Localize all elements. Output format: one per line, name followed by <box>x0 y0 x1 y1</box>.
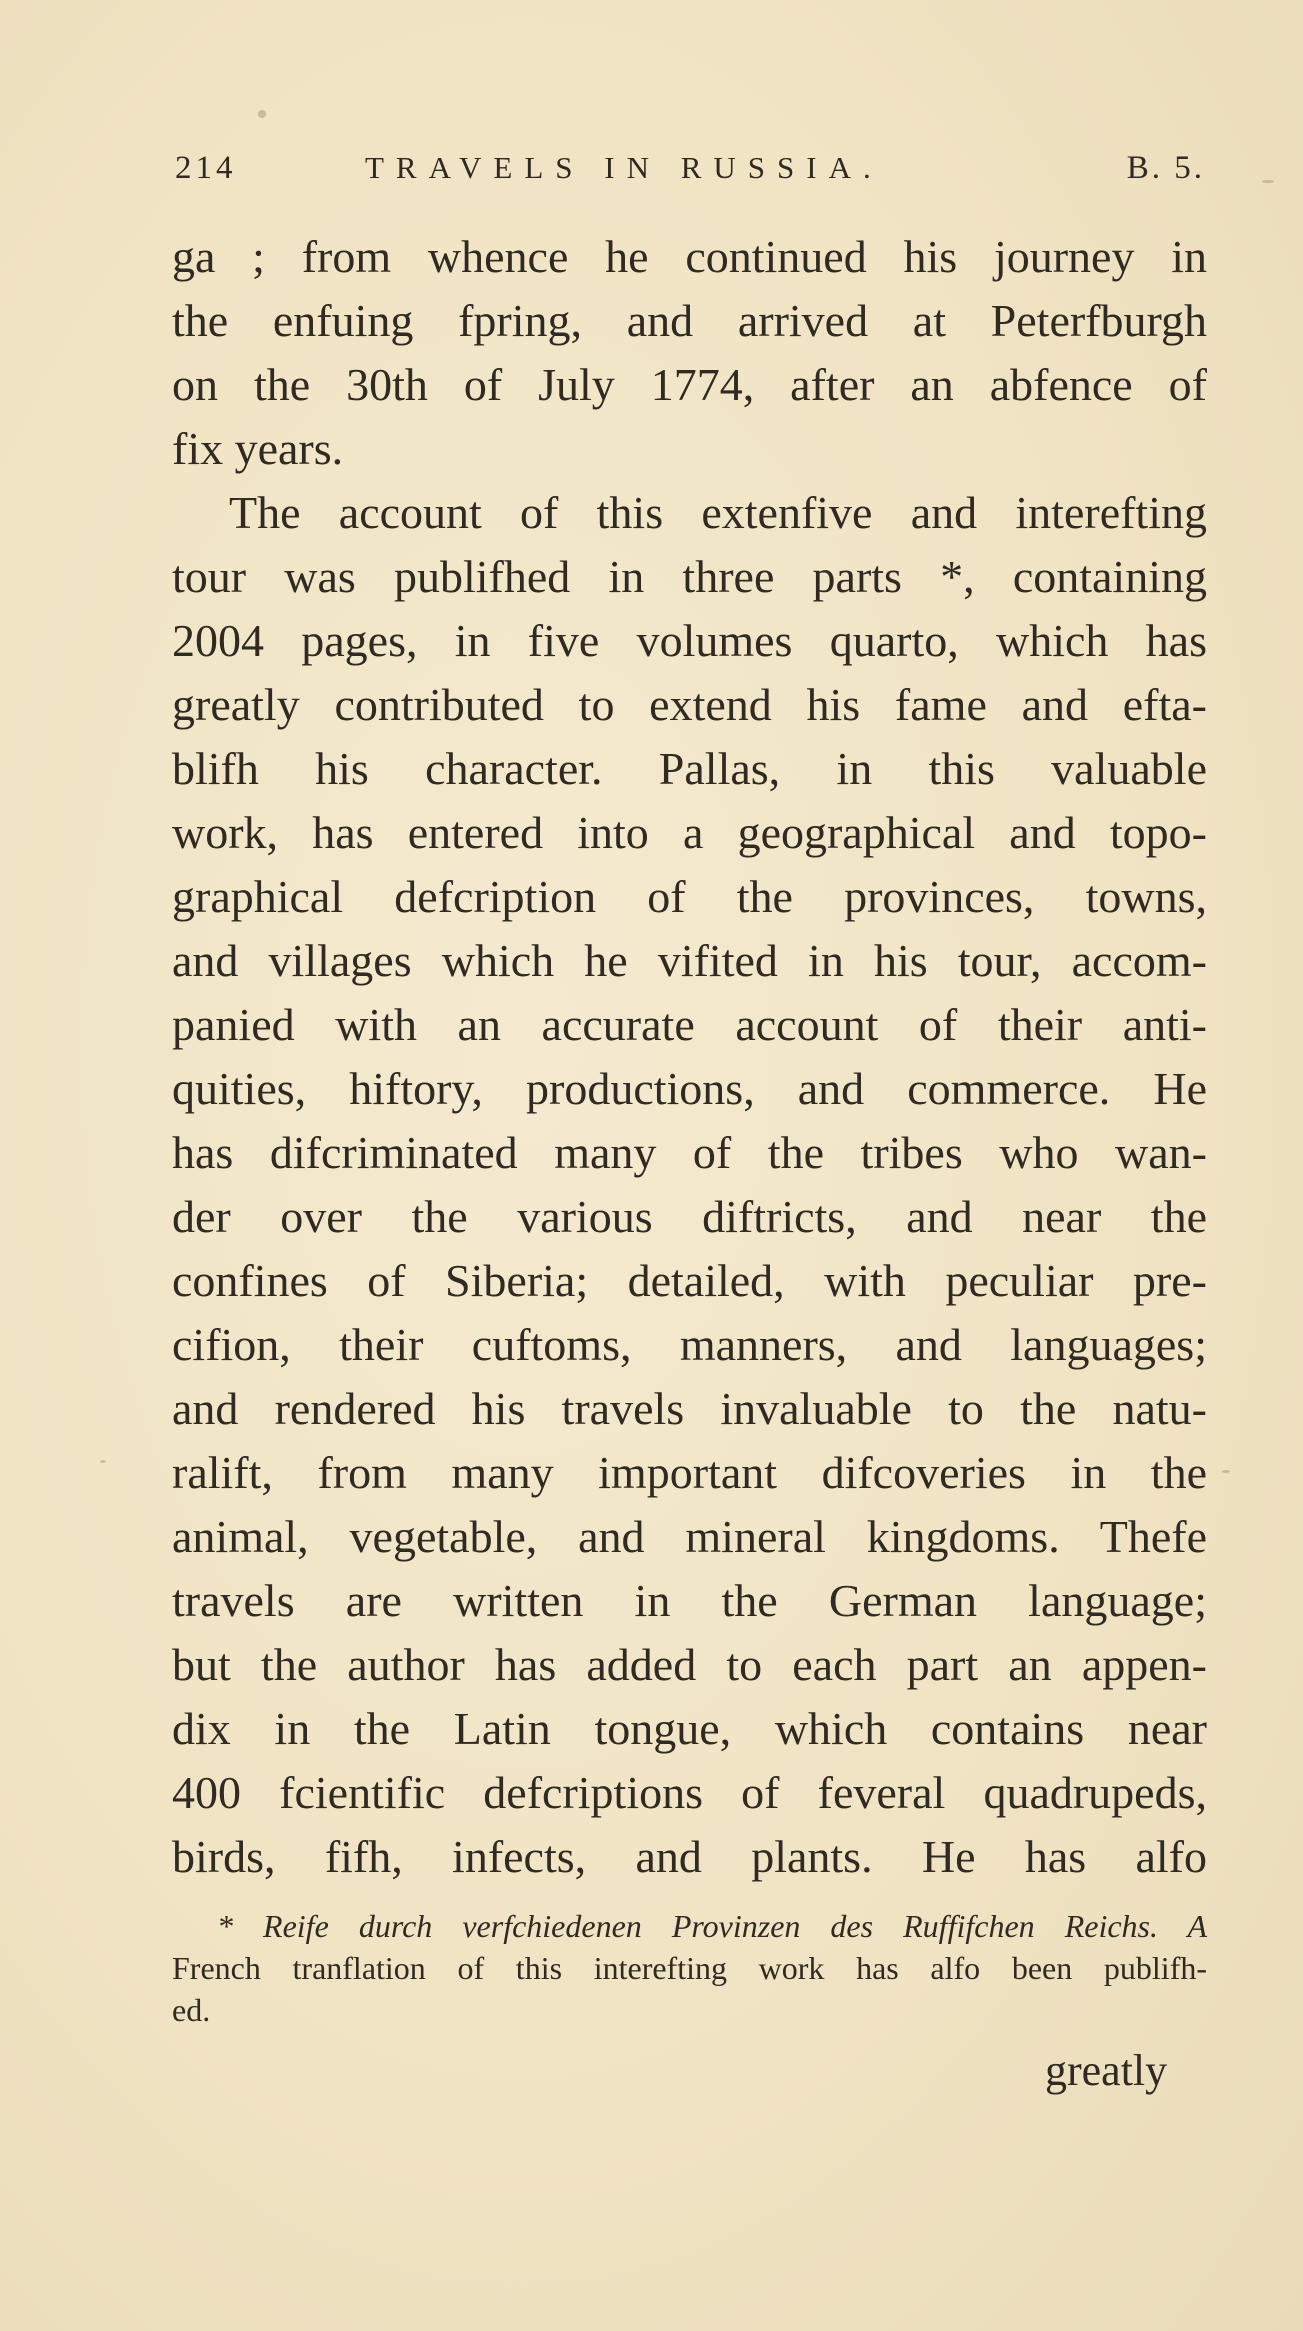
text-line: work, has entered into a geographical and topo- <box>172 807 1207 858</box>
text-line: dix in the Latin tongue, which contains near <box>172 1703 1207 1754</box>
text-line: ralift, from many important difcoveries in the <box>172 1447 1207 1498</box>
ink-speck <box>1222 1470 1230 1473</box>
text-line: tour was publifhed in three parts *, containing <box>172 551 1207 602</box>
text-line: 400 fcientific defcriptions of feveral quadrupeds, <box>172 1767 1207 1818</box>
text-line: fix years. <box>172 423 344 474</box>
footnote-line: French tranflation of this interefting work has alfo been publifh- <box>172 1950 1207 1986</box>
text-line: graphical defcription of the provinces, towns, <box>172 871 1207 922</box>
text-line: but the author has added to each part an appen- <box>172 1639 1207 1690</box>
catchword: greatly <box>1045 2046 1168 2095</box>
text-line: birds, fifh, infects, and plants. He has alfo <box>172 1831 1207 1882</box>
footnote-line: * Reife durch verfchiedenen Provinzen des Ruffifchen Reichs. A <box>217 1908 1207 1944</box>
text-line: The account of this extenfive and interefting <box>229 487 1207 538</box>
text-line: 2004 pages, in five volumes quarto, which has <box>172 615 1207 666</box>
text-line: ga ; from whence he continued his journey in <box>172 231 1207 282</box>
ink-speck <box>1262 180 1274 183</box>
text-line: travels are written in the German language; <box>172 1575 1207 1626</box>
text-line: and villages which he vifited in his tour, accom- <box>172 935 1207 986</box>
text-line: quities, hiftory, productions, and commerce. He <box>172 1063 1207 1114</box>
running-title: TRAVELS IN RUSSIA. <box>365 150 883 185</box>
text-line: der over the various diftricts, and near the <box>172 1191 1207 1242</box>
ink-speck <box>100 1460 106 1463</box>
footnote-line: ed. <box>172 1992 211 2028</box>
text-line: animal, vegetable, and mineral kingdoms. Thefe <box>172 1511 1207 1562</box>
ink-speck <box>258 110 266 118</box>
page-number: 214 <box>175 150 237 186</box>
text-line: has difcriminated many of the tribes who wan- <box>172 1127 1207 1178</box>
footnote <box>172 1905 1207 2031</box>
running-header <box>175 150 1230 200</box>
text-line: blifh his character. Pallas, in this valuable <box>172 743 1207 794</box>
text-line: confines of Siberia; detailed, with peculiar pre- <box>172 1255 1207 1306</box>
section-signature: B. 5. <box>1126 150 1205 186</box>
text-line: and rendered his travels invaluable to the natu- <box>172 1383 1207 1434</box>
text-line: greatly contributed to extend his fame and efta- <box>172 679 1207 730</box>
text-line: panied with an accurate account of their anti- <box>172 999 1207 1050</box>
text-line: the enfuing fpring, and arrived at Peterfburgh <box>172 295 1207 346</box>
body-text <box>172 225 1207 1889</box>
text-line: on the 30th of July 1774, after an abfence of <box>172 359 1207 410</box>
text-line: cifion, their cuftoms, manners, and languages; <box>172 1319 1207 1370</box>
